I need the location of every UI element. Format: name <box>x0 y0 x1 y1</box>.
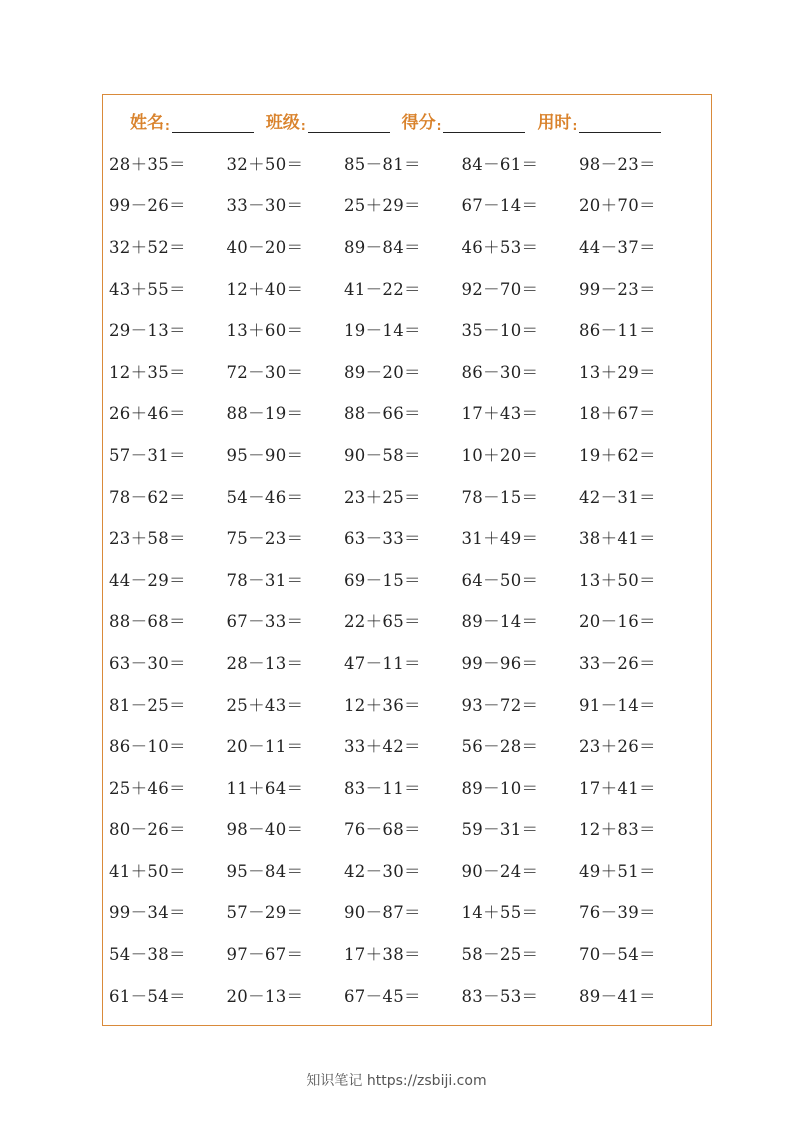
math-problem: 72－30＝ <box>226 362 304 382</box>
math-problem: 19＋62＝ <box>579 445 656 465</box>
math-problem: 81－25＝ <box>109 695 186 715</box>
math-problem: 89－14＝ <box>461 612 539 632</box>
math-problem: 95－90＝ <box>226 445 304 465</box>
math-problem: 54－38＝ <box>109 945 186 965</box>
math-problem: 67－14＝ <box>461 196 539 216</box>
math-problem: 57－29＝ <box>226 903 304 923</box>
field-time-blank[interactable] <box>579 112 661 133</box>
math-problem: 86－30＝ <box>461 362 539 382</box>
math-problem: 13＋60＝ <box>226 321 304 341</box>
math-problem: 33－30＝ <box>226 196 304 216</box>
problem-row <box>109 516 697 558</box>
math-problem: 20＋70＝ <box>579 196 656 216</box>
problem-row <box>109 558 697 600</box>
math-problem: 58－25＝ <box>461 945 539 965</box>
math-problem: 43＋55＝ <box>109 279 186 299</box>
problem-row <box>109 600 697 642</box>
math-problem: 97－67＝ <box>226 945 304 965</box>
field-name-label: 姓名 <box>130 113 164 133</box>
field-class <box>266 108 390 133</box>
math-problem: 14＋55＝ <box>461 903 539 923</box>
problem-row <box>109 849 697 891</box>
math-problem: 35－10＝ <box>461 321 539 341</box>
math-problem: 12＋40＝ <box>226 279 304 299</box>
field-time <box>537 108 661 133</box>
math-problem: 99－96＝ <box>461 653 539 673</box>
math-problem: 83－53＝ <box>461 986 539 1006</box>
problem-row <box>109 891 697 933</box>
math-problem: 83－11＝ <box>344 778 421 798</box>
math-problem: 49＋51＝ <box>579 861 656 881</box>
field-name-colon: : <box>165 119 170 133</box>
math-problem: 89－20＝ <box>344 362 421 382</box>
math-problem: 44－37＝ <box>579 237 656 257</box>
math-problem: 29－13＝ <box>109 321 186 341</box>
math-problem: 90－87＝ <box>344 903 421 923</box>
math-problem: 89－10＝ <box>461 778 539 798</box>
math-problem: 90－24＝ <box>461 861 539 881</box>
field-class-blank[interactable] <box>308 112 390 133</box>
math-problem: 61－54＝ <box>109 986 186 1006</box>
problem-row <box>109 350 697 392</box>
math-problem: 86－10＝ <box>109 737 186 757</box>
math-problem: 67－33＝ <box>226 612 304 632</box>
math-problem: 98－40＝ <box>226 820 304 840</box>
math-problem: 99－26＝ <box>109 196 186 216</box>
math-problem: 23＋26＝ <box>579 737 656 757</box>
math-problem: 32＋52＝ <box>109 237 186 257</box>
math-problem: 84－61＝ <box>461 154 539 174</box>
math-problem: 99－23＝ <box>579 279 656 299</box>
math-problem: 28＋35＝ <box>109 154 186 174</box>
math-problem: 25＋43＝ <box>226 695 304 715</box>
math-problem: 25＋29＝ <box>344 196 421 216</box>
math-problem: 91－14＝ <box>579 695 656 715</box>
math-problem: 17＋41＝ <box>579 778 656 798</box>
math-problem: 13＋50＝ <box>579 570 656 590</box>
math-problem: 28－13＝ <box>226 653 304 673</box>
math-problem: 17＋38＝ <box>344 945 421 965</box>
math-problem: 56－28＝ <box>461 737 539 757</box>
math-problem: 12＋83＝ <box>579 820 656 840</box>
math-problem: 13＋29＝ <box>579 362 656 382</box>
math-problem: 76－39＝ <box>579 903 656 923</box>
problem-row <box>109 392 697 434</box>
problem-grid <box>109 142 697 1015</box>
math-problem: 75－23＝ <box>226 529 304 549</box>
problem-row <box>109 683 697 725</box>
math-problem: 44－29＝ <box>109 570 186 590</box>
problem-row <box>109 433 697 475</box>
math-problem: 59－31＝ <box>461 820 539 840</box>
math-problem: 54－46＝ <box>226 487 304 507</box>
problem-row <box>109 142 697 184</box>
field-score <box>402 108 526 133</box>
math-problem: 33－26＝ <box>579 653 656 673</box>
worksheet-frame <box>102 94 712 1026</box>
math-problem: 89－41＝ <box>579 986 656 1006</box>
math-problem: 33＋42＝ <box>344 737 421 757</box>
field-score-colon: : <box>436 119 442 133</box>
math-problem: 88－19＝ <box>226 404 304 424</box>
math-problem: 47－11＝ <box>344 653 421 673</box>
math-problem: 86－11＝ <box>579 321 656 341</box>
math-problem: 63－33＝ <box>344 529 421 549</box>
problem-row <box>109 641 697 683</box>
math-problem: 88－68＝ <box>109 612 186 632</box>
problem-row <box>109 724 697 766</box>
field-time-label: 用时 <box>537 113 572 133</box>
field-name <box>130 108 254 133</box>
math-problem: 42－30＝ <box>344 861 421 881</box>
math-problem: 17＋43＝ <box>461 404 539 424</box>
math-problem: 12＋36＝ <box>344 695 421 715</box>
math-problem: 76－68＝ <box>344 820 421 840</box>
field-score-blank[interactable] <box>443 112 525 133</box>
math-problem: 41－22＝ <box>344 279 421 299</box>
math-problem: 64－50＝ <box>461 570 539 590</box>
math-problem: 70－54＝ <box>579 945 656 965</box>
math-problem: 26＋46＝ <box>109 404 186 424</box>
math-problem: 42－31＝ <box>579 487 656 507</box>
problem-row <box>109 475 697 517</box>
math-problem: 19－14＝ <box>344 321 421 341</box>
math-problem: 10＋20＝ <box>461 445 539 465</box>
math-problem: 78－62＝ <box>109 487 186 507</box>
math-problem: 38＋41＝ <box>579 529 656 549</box>
math-problem: 25＋46＝ <box>109 778 186 798</box>
math-problem: 93－72＝ <box>461 695 539 715</box>
math-problem: 85－81＝ <box>344 154 421 174</box>
math-problem: 46＋53＝ <box>461 237 539 257</box>
math-problem: 57－31＝ <box>109 445 186 465</box>
math-problem: 18＋67＝ <box>579 404 656 424</box>
math-problem: 63－30＝ <box>109 653 186 673</box>
problem-row <box>109 974 697 1016</box>
field-class-colon: : <box>300 119 306 133</box>
math-problem: 11＋64＝ <box>226 778 304 798</box>
math-problem: 95－84＝ <box>226 861 304 881</box>
math-problem: 23＋58＝ <box>109 529 186 549</box>
problem-row <box>109 225 697 267</box>
math-problem: 98－23＝ <box>579 154 656 174</box>
problem-row <box>109 267 697 309</box>
math-problem: 20－11＝ <box>226 737 304 757</box>
math-problem: 78－31＝ <box>226 570 304 590</box>
field-time-colon: : <box>572 119 578 133</box>
math-problem: 40－20＝ <box>226 237 304 257</box>
math-problem: 31＋49＝ <box>461 529 539 549</box>
problem-row <box>109 932 697 974</box>
math-problem: 12＋35＝ <box>109 362 186 382</box>
math-problem: 67－45＝ <box>344 986 421 1006</box>
math-problem: 90－58＝ <box>344 445 421 465</box>
math-problem: 41＋50＝ <box>109 861 186 881</box>
problem-row <box>109 808 697 850</box>
math-problem: 78－15＝ <box>461 487 539 507</box>
math-problem: 22＋65＝ <box>344 612 421 632</box>
math-problem: 20－16＝ <box>579 612 656 632</box>
math-problem: 69－15＝ <box>344 570 421 590</box>
field-score-label: 得分 <box>401 113 436 133</box>
math-problem: 88－66＝ <box>344 404 421 424</box>
student-info-header <box>130 107 673 133</box>
math-problem: 20－13＝ <box>226 986 304 1006</box>
field-class-label: 班级 <box>265 113 300 133</box>
math-problem: 32＋50＝ <box>226 154 304 174</box>
math-problem: 99－34＝ <box>109 903 186 923</box>
footer-watermark: 知识笔记 https://zsbiji.com <box>306 1073 487 1089</box>
problem-row <box>109 308 697 350</box>
math-problem: 92－70＝ <box>461 279 539 299</box>
math-problem: 80－26＝ <box>109 820 186 840</box>
math-problem: 89－84＝ <box>344 237 421 257</box>
field-name-blank[interactable] <box>172 112 254 133</box>
problem-row <box>109 766 697 808</box>
math-problem: 23＋25＝ <box>344 487 421 507</box>
problem-row <box>109 184 697 226</box>
